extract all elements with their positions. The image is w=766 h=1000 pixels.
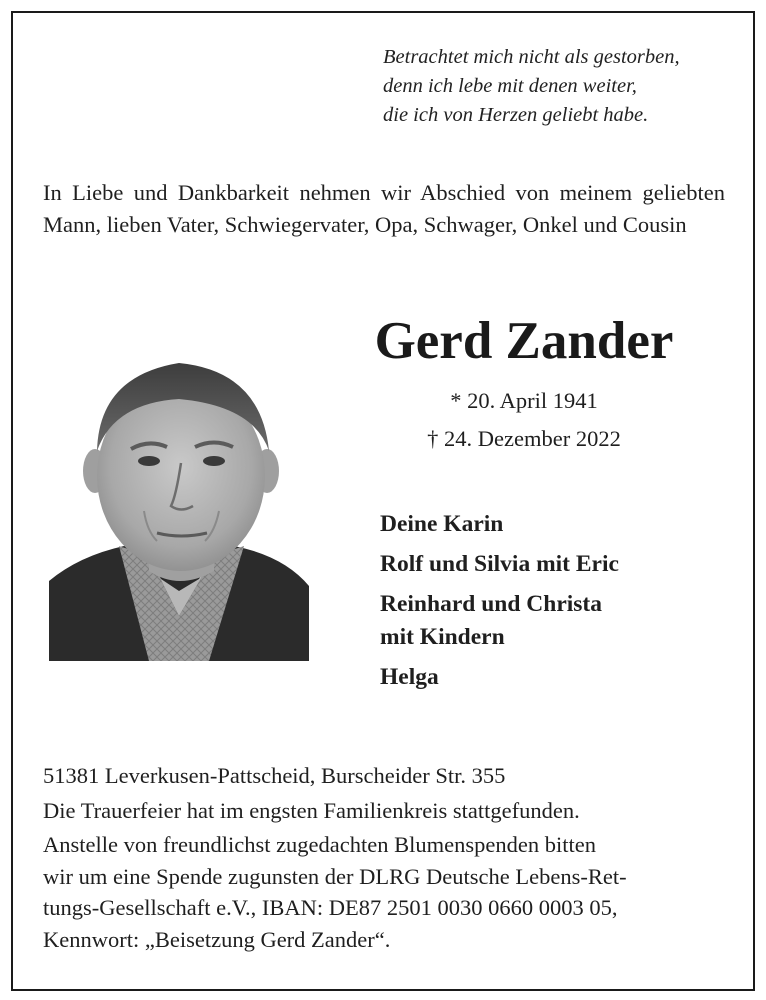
mourner-entry bbox=[380, 588, 740, 654]
funeral-note: Die Trauerfeier hat im engsten Familienkreis stattgefunden. bbox=[43, 797, 580, 823]
donation-request bbox=[43, 829, 725, 955]
poem-line: denn ich lebe mit denen weiter, bbox=[383, 75, 637, 97]
address-line: 51381 Leverkusen-Pattscheid, Burscheider Str. 355 bbox=[43, 763, 506, 788]
mourner-line: Reinhard und Christa bbox=[380, 591, 602, 617]
poem-line: die ich von Herzen geliebt habe. bbox=[383, 104, 649, 126]
mourners-list bbox=[380, 508, 740, 701]
mourner-line: Rolf und Silvia mit Eric bbox=[380, 551, 619, 577]
portrait-photo bbox=[49, 341, 309, 661]
donation-line: wir um eine Spende zugunsten der DLRG Deutsche Lebens-Ret- bbox=[43, 863, 627, 889]
mourner-line: Deine Karin bbox=[380, 511, 504, 537]
poem-line: Betrachtet mich nicht als gestorben, bbox=[383, 46, 680, 68]
deceased-name: Gerd Zander bbox=[374, 312, 674, 370]
memorial-poem bbox=[383, 43, 743, 130]
donation-line: tungs-Gesellschaft e.V., IBAN: DE87 2501 0030 0660 0003 05, bbox=[43, 895, 618, 920]
birth-date: * 20. April 1941 bbox=[450, 388, 598, 413]
notice-section bbox=[43, 760, 725, 958]
life-dates bbox=[349, 382, 699, 458]
donation-line: Kennwort: „Beisetzung Gerd Zander“. bbox=[43, 926, 391, 952]
mourner-entry bbox=[380, 548, 740, 581]
donation-line: Anstelle von freundlichst zugedachten Blumenspenden bitten bbox=[43, 832, 596, 857]
mourner-entry bbox=[380, 661, 740, 694]
mourner-entry bbox=[380, 508, 740, 541]
mourner-line: Helga bbox=[380, 664, 439, 690]
death-date: † 24. Dezember 2022 bbox=[427, 426, 621, 451]
obituary-notice bbox=[11, 11, 755, 991]
mourner-line: mit Kindern bbox=[380, 624, 505, 650]
farewell-intro: In Liebe und Dankbarkeit nehmen wir Abschied von meinem geliebten Mann, lieben Vater, Schwiegervater, Opa, Schwager, Onkel und Cousin bbox=[43, 180, 725, 237]
